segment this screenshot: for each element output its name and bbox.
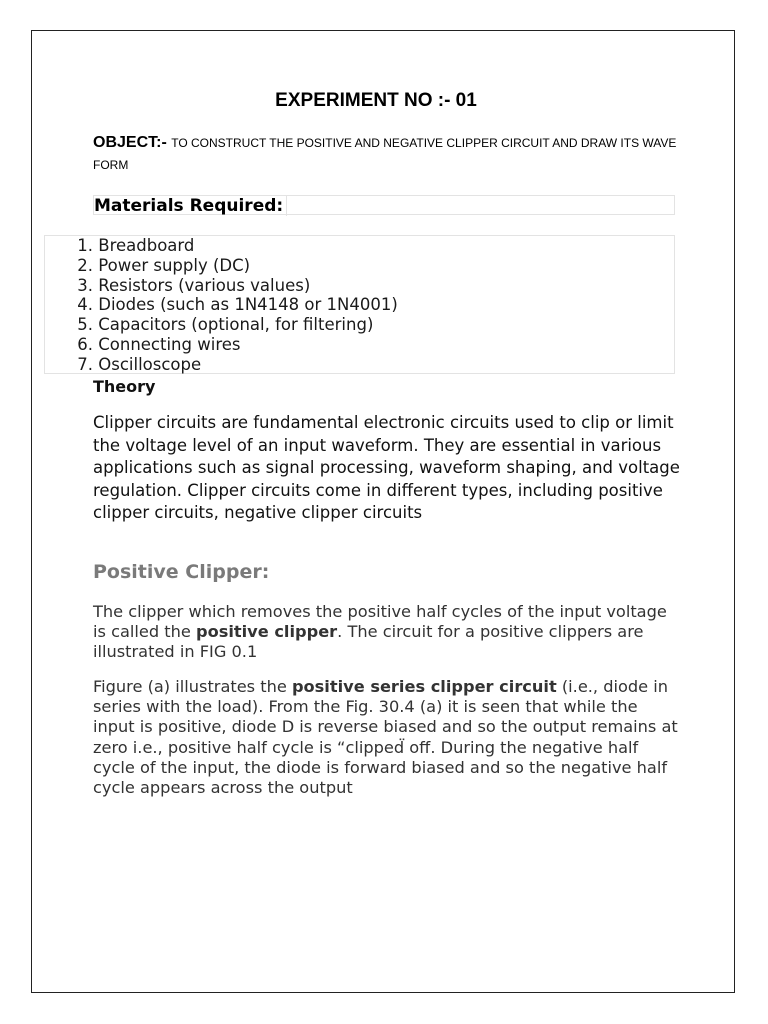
theory-heading: Theory [93, 377, 156, 396]
paragraph-text: (i.e., diode in series with the load). From the Fig. 30.4 (a) it is seen that while the input is positive, diode D is reverse biased and so the output remains at zero i.e., positive half cycle is “clipped̈ off. During the negative half cycle of the input, the diode is forward biased and so the negative half cycle appears across the output [93, 677, 678, 798]
list-item [45, 295, 398, 315]
object-statement [93, 132, 683, 176]
list-item-text: Breadboard [98, 236, 195, 255]
paragraph-text: The clipper which removes the positive half cycles of the input voltage is called the [93, 602, 667, 642]
theory-paragraph: Clipper circuits are fundamental electronic circuits used to clip or limit the voltage level of an input waveform. They are essential in various applications such as signal processing, waveform shaping, and voltage regulation. Clipper circuits come in different types, including positive clipper circuits, negative clipper circuits [93, 413, 680, 523]
list-item-text: Diodes (such as 1N4148 or 1N4001) [98, 295, 398, 315]
list-item [45, 276, 398, 296]
materials-heading-box [93, 195, 675, 215]
experiment-title: EXPERIMENT NO :- 01 [275, 90, 477, 111]
positive-clipper-paragraph [93, 602, 683, 663]
list-item-number: 3. [77, 275, 93, 295]
series-clipper-paragraph [93, 677, 683, 798]
list-item [45, 315, 398, 335]
paragraph-bold-text: positive clipper [195, 622, 338, 642]
materials-heading: Materials Required: [94, 196, 287, 216]
list-item-text: Power supply (DC) [98, 255, 251, 275]
object-text: TO CONSTRUCT THE POSITIVE AND NEGATIVE CLIPPER CIRCUIT AND DRAW ITS WAVE FORM [93, 136, 677, 172]
list-item-number: 4. [77, 295, 93, 315]
paragraph-text: . The circuit for a positive clippers are illustrated in FIG 0.1 [93, 622, 644, 662]
list-item-number: 1. [77, 236, 93, 255]
positive-clipper-heading: Positive Clipper: [93, 561, 270, 583]
list-item-text: Capacitors (optional, for filtering) [98, 315, 374, 335]
list-item-number: 5. [77, 315, 93, 335]
list-item-number: 7. [77, 354, 93, 374]
list-item-text: Connecting wires [98, 334, 241, 354]
list-item-text: Oscilloscope [98, 354, 202, 374]
paragraph-bold-text: positive series clipper circuit [291, 677, 557, 696]
materials-list-box [44, 235, 675, 374]
object-label: OBJECT:- [93, 134, 167, 151]
materials-list [45, 236, 398, 375]
list-item [45, 335, 398, 355]
list-item [45, 236, 398, 256]
list-item-text: Resistors (various values) [98, 275, 311, 295]
list-item [45, 355, 398, 375]
paragraph-text: Figure (a) illustrates the [93, 677, 292, 696]
list-item-number: 6. [77, 334, 93, 354]
list-item [45, 256, 398, 276]
list-item-number: 2. [77, 255, 93, 275]
